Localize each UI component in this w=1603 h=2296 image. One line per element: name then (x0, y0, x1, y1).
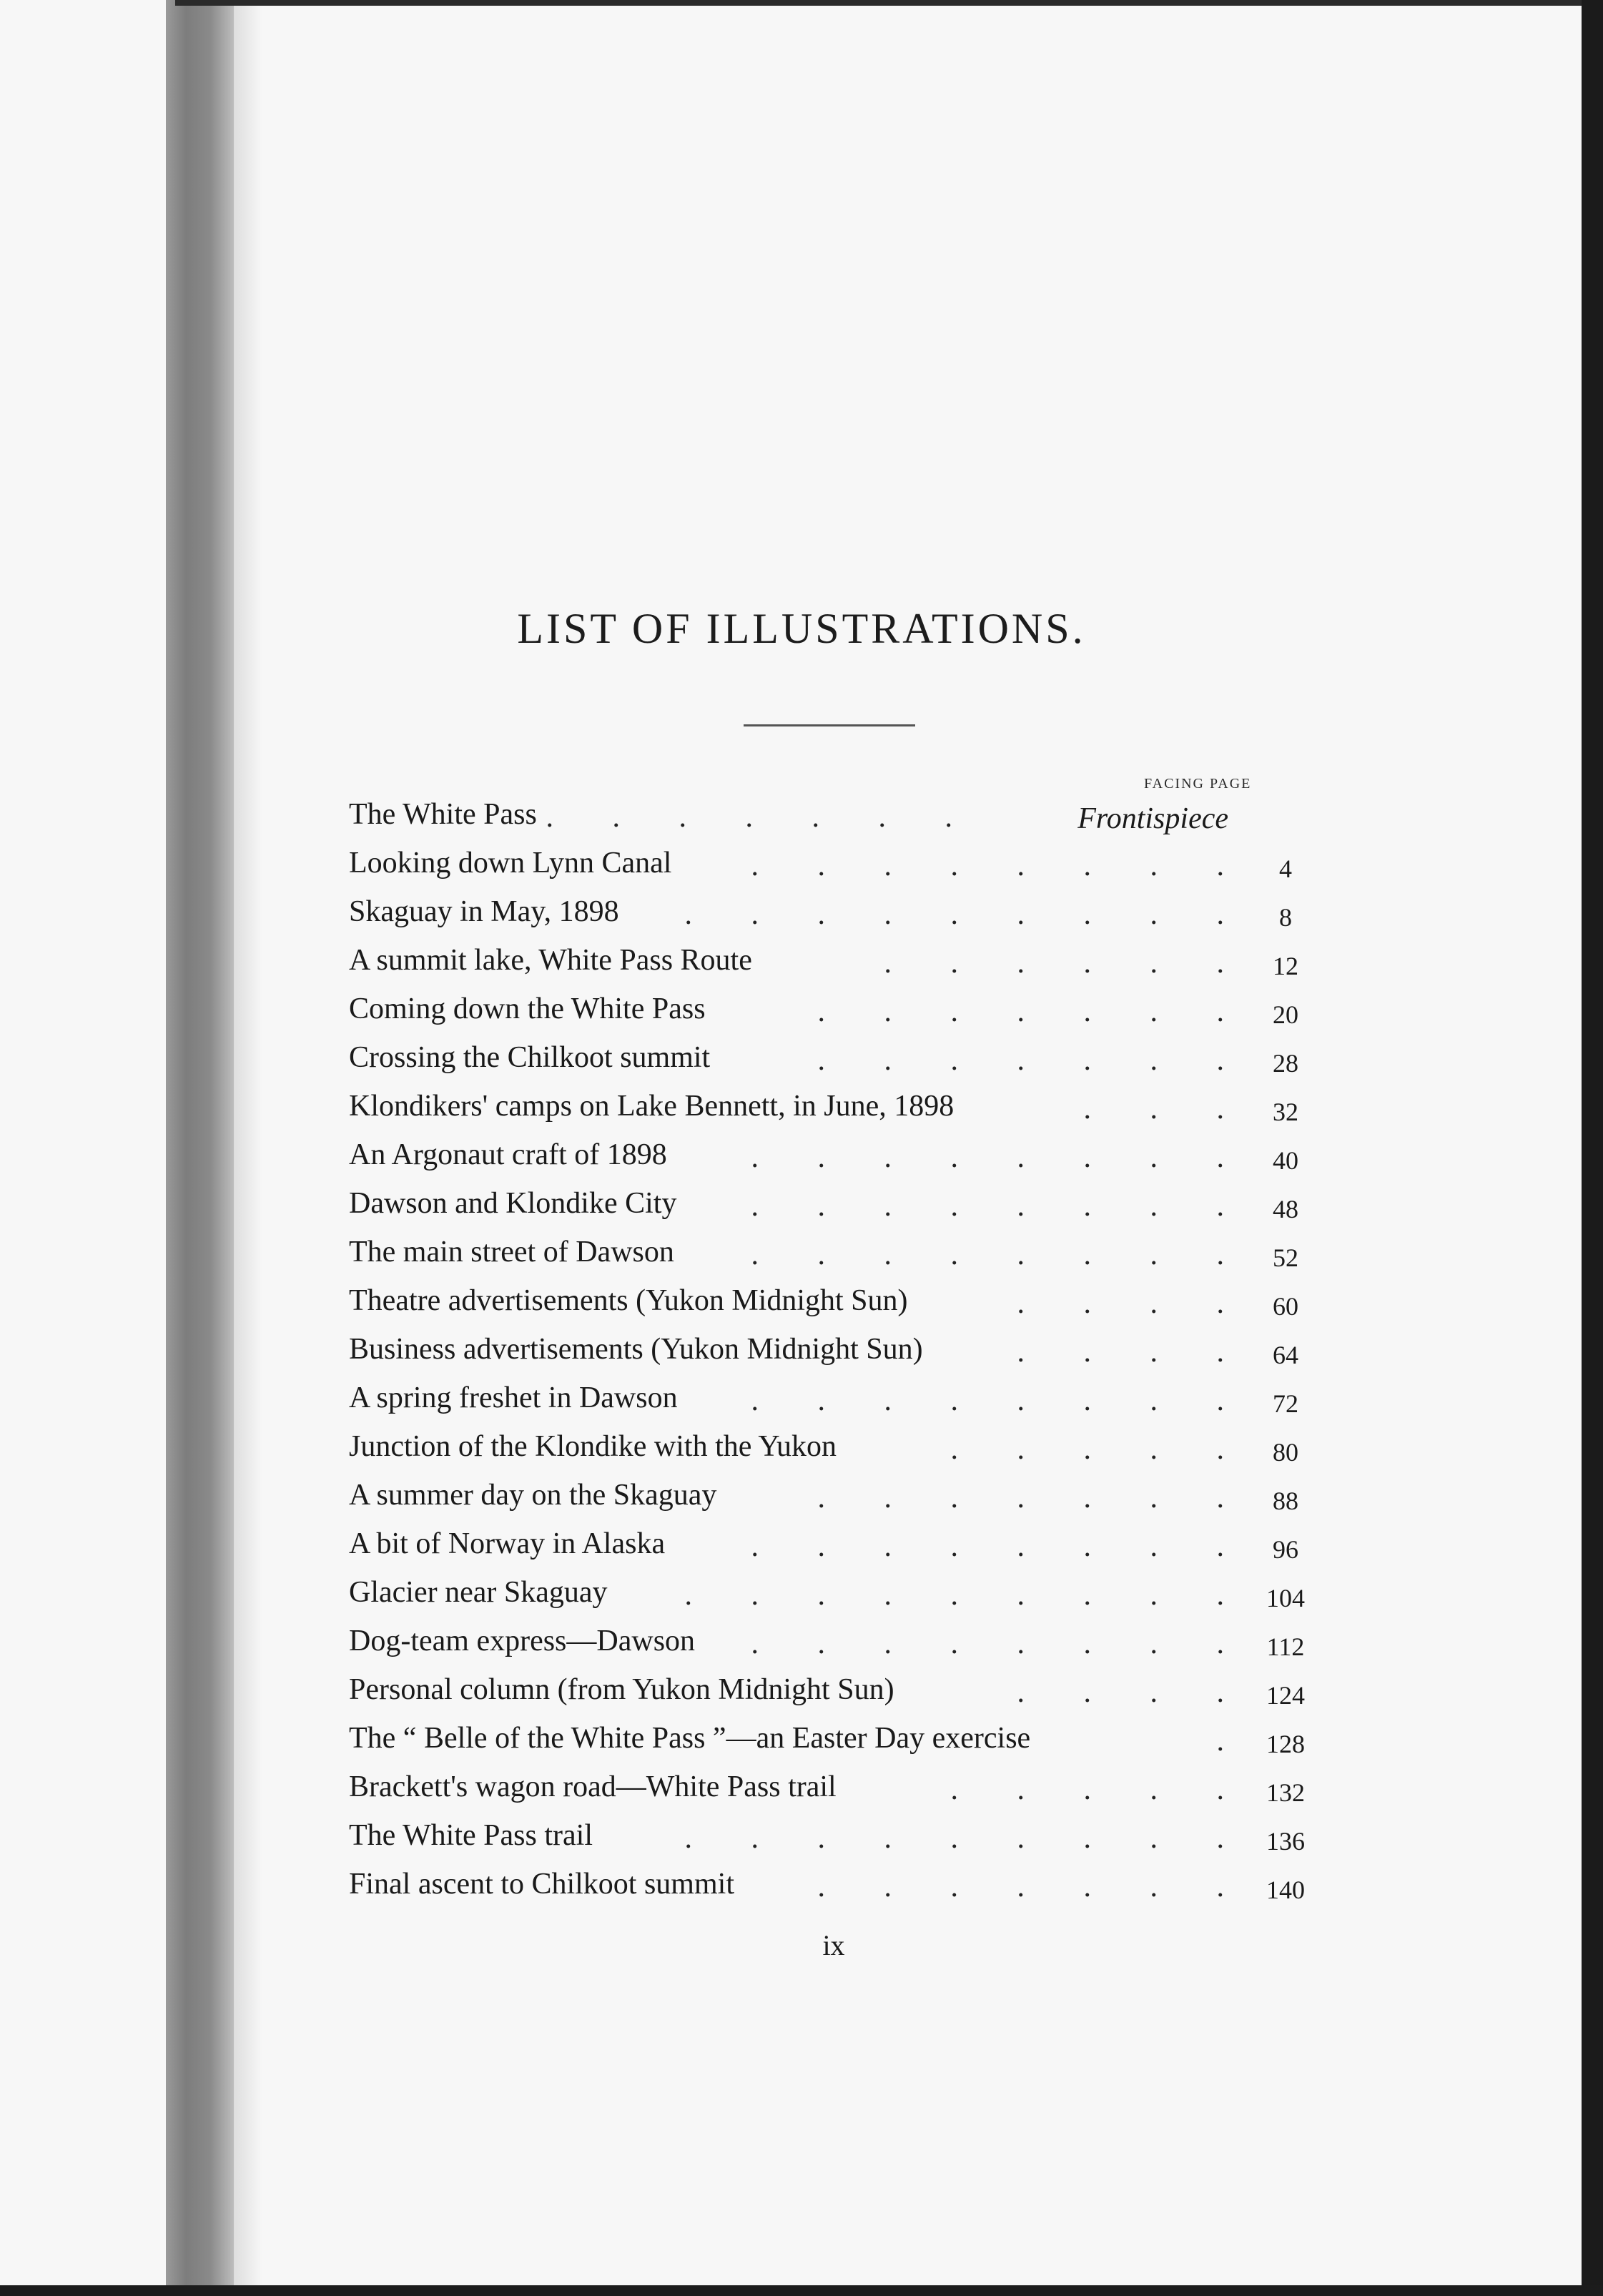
facing-page-number: 60 (1273, 1292, 1298, 1321)
facing-page-number: 52 (1273, 1243, 1298, 1272)
entry-title: The “ Belle of the White Pass ”—an Easter Day exercise (349, 1722, 1031, 1755)
facing-page-number: 136 (1266, 1827, 1305, 1856)
list-item (349, 1228, 1307, 1276)
list-item (349, 839, 1307, 887)
page-number: ix (822, 1929, 845, 1961)
list-item (349, 1811, 1307, 1860)
list-item (349, 1082, 1307, 1130)
entry-title: Dawson and Klondike City (349, 1187, 677, 1220)
facing-page-number: 132 (1266, 1778, 1305, 1807)
facing-page-number: 140 (1266, 1876, 1305, 1904)
entry-title: A summit lake, White Pass Route (349, 944, 752, 977)
dot-leader: . . . (1083, 1093, 1250, 1125)
dot-leader: . (1216, 1725, 1250, 1758)
dot-leader: . . . . . . . (817, 1482, 1250, 1514)
entry-title: Skaguay in May, 1898 (349, 895, 619, 928)
list-item (349, 1471, 1307, 1519)
list-item (349, 1325, 1307, 1374)
facing-page-number: 32 (1273, 1098, 1298, 1126)
dot-leader: . . . . . (950, 1433, 1250, 1466)
facing-page-number: 88 (1273, 1487, 1298, 1515)
entry-title: Personal column (from Yukon Midnight Sun) (349, 1673, 894, 1706)
facing-page-number: 124 (1266, 1681, 1305, 1710)
list-item (349, 1714, 1307, 1763)
dot-leader: . . . . (1017, 1336, 1250, 1369)
dot-leader: . . . . . . . (817, 995, 1250, 1028)
list-item (349, 936, 1307, 985)
list-item (349, 790, 1307, 839)
entry-title: Theatre advertisements (Yukon Midnight Sun) (349, 1284, 908, 1317)
entry-title: Klondikers' camps on Lake Bennett, in June, 1898 (349, 1090, 955, 1123)
facing-page-number: 40 (1273, 1146, 1298, 1175)
list-item (349, 1568, 1307, 1617)
facing-page-number: 104 (1266, 1584, 1305, 1612)
entry-title: Junction of the Klondike with the Yukon (349, 1430, 837, 1463)
dot-leader: . . . . . . (884, 947, 1250, 980)
dot-leader: . . . . . . . . . (684, 1822, 1250, 1855)
entry-title: A spring freshet in Dawson (349, 1381, 678, 1414)
entry-title: Final ascent to Chilkoot summit (349, 1868, 734, 1901)
list-item (349, 887, 1307, 936)
entry-title: Brackett's wagon road—White Pass trail (349, 1770, 837, 1803)
dot-leader: . . . . (1017, 1676, 1250, 1709)
entry-title: A bit of Norway in Alaska (349, 1527, 666, 1560)
dot-leader: . . . . . (950, 1773, 1250, 1806)
list-item (349, 1422, 1307, 1471)
dot-leader: . . . . (1017, 1287, 1250, 1320)
facing-page-number: 64 (1273, 1341, 1298, 1369)
facing-page-number: 80 (1273, 1438, 1298, 1467)
entry-title: The White Pass (349, 798, 537, 831)
facing-page-number: 12 (1273, 952, 1298, 980)
illustrations-list (349, 790, 1307, 1908)
title-rule (744, 724, 915, 726)
entry-title: Business advertisements (Yukon Midnight Sun) (349, 1333, 923, 1366)
dot-leader: . . . . . . . . (751, 1627, 1250, 1660)
dot-leader: . . . . . . . (817, 1044, 1250, 1077)
entry-title: Coming down the White Pass (349, 992, 706, 1025)
facing-page-number: 28 (1273, 1049, 1298, 1078)
list-item (349, 1860, 1307, 1908)
dot-leader: . . . . . . . . . (684, 1579, 1250, 1612)
dot-leader: . . . . . . . . (751, 1141, 1250, 1174)
entry-title: Crossing the Chilkoot summit (349, 1041, 711, 1074)
dot-leader: . . . . . . . . (751, 849, 1250, 882)
dot-leader: . . . . . . . . . (684, 898, 1250, 931)
list-item (349, 1665, 1307, 1714)
list-item (349, 1763, 1307, 1811)
facing-page-number: 4 (1279, 854, 1292, 883)
frontispiece-label: Frontispiece (1077, 802, 1228, 835)
facing-page-number: 20 (1273, 1000, 1298, 1029)
list-item (349, 1033, 1307, 1082)
dot-leader: . . . . . . . (817, 1871, 1250, 1903)
list-item (349, 1374, 1307, 1422)
entry-title: The White Pass trail (349, 1819, 593, 1852)
list-item (349, 1519, 1307, 1568)
column-header: FACING PAGE (1144, 776, 1252, 792)
list-item (349, 1179, 1307, 1228)
entry-title: Looking down Lynn Canal (349, 847, 672, 880)
dot-leader: . . . . . . . . (751, 1530, 1250, 1563)
dot-leader: . . . . . . . . (751, 1238, 1250, 1271)
dot-leader: . . . . . . . . (751, 1384, 1250, 1417)
facing-page-number: 8 (1279, 903, 1292, 932)
bottom-edge (0, 2285, 1603, 2296)
entry-title: A summer day on the Skaguay (349, 1479, 717, 1512)
dot-leader: . . . . . . . . (751, 1190, 1250, 1223)
list-item (349, 1276, 1307, 1325)
entry-title: Dog-team express—Dawson (349, 1625, 696, 1657)
entry-title: Glacier near Skaguay (349, 1576, 608, 1609)
facing-page-number: 48 (1273, 1195, 1298, 1223)
facing-page-number: 72 (1273, 1389, 1298, 1418)
list-item (349, 985, 1307, 1033)
facing-page-number: 128 (1266, 1730, 1305, 1758)
top-edge (175, 0, 1582, 6)
entry-title: The main street of Dawson (349, 1236, 674, 1268)
entry-title: An Argonaut craft of 1898 (349, 1138, 667, 1171)
dot-leader: . . . . . . . (546, 801, 978, 834)
facing-page-number: 96 (1273, 1535, 1298, 1564)
list-item (349, 1617, 1307, 1665)
list-item (349, 1130, 1307, 1179)
facing-page-number: 112 (1266, 1632, 1305, 1661)
page-title: LIST OF ILLUSTRATIONS. (517, 605, 1086, 652)
